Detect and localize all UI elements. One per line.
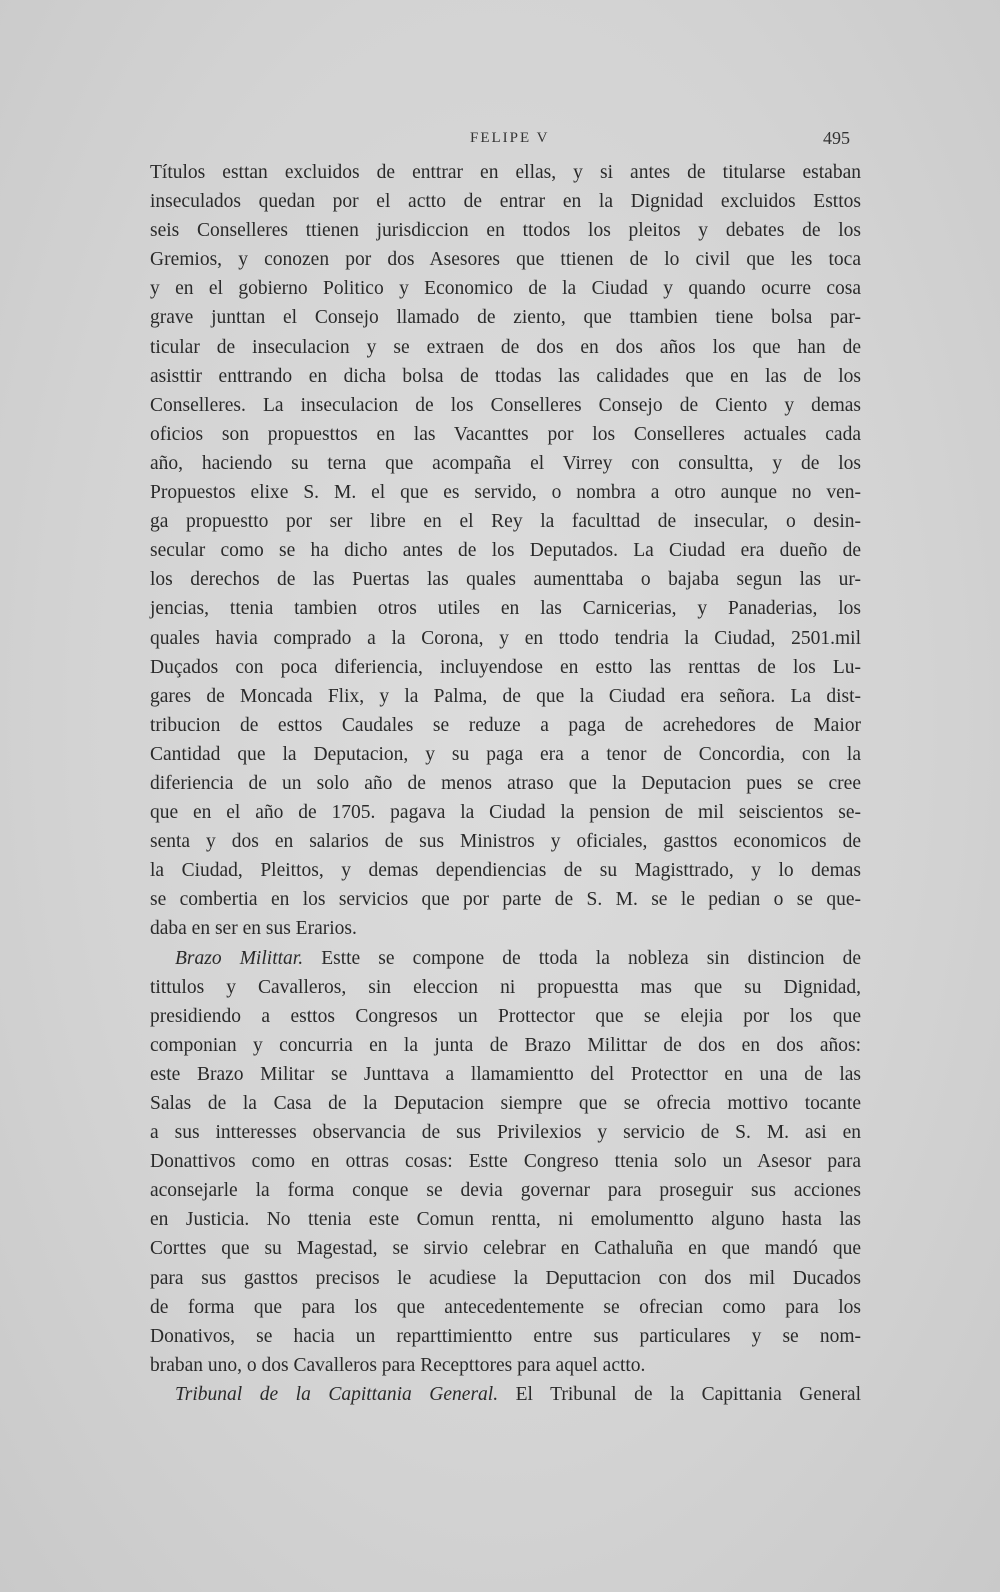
brazo-first-line-text: Estte se compone de ttoda la nobleza sin distincion de (321, 947, 861, 969)
text-line: se combertia en los servicios que por parte de S. M. se le pedian o se que- (150, 889, 861, 911)
text-line: braban uno, o dos Cavalleros para Recepttores para aquel actto. (150, 1354, 646, 1376)
page-number: 495 (823, 128, 850, 148)
text-line: Títulos esttan excluidos de enttrar en ellas, y si antes de titularse estaban (150, 162, 861, 183)
text-line: aconsejarle la forma conque se devia governar para proseguir sus acciones (150, 1180, 861, 1202)
text-line: componian y concurria en la junta de Brazo Milittar de dos en dos años: (150, 1034, 861, 1056)
running-title: FELIPE V (470, 130, 550, 146)
paragraph-brazo (150, 973, 861, 1380)
section-heading-tribunal: Tribunal de la Capittania General. (175, 1383, 499, 1405)
body-text (150, 158, 861, 1409)
section-heading-brazo: Brazo Milittar. (175, 947, 304, 969)
text-line: Donativos, se hacia un reparttimientto entre sus particulares y se nom- (150, 1325, 861, 1347)
text-line: a sus intteresses observancia de sus Privilexios y servicio de S. M. asi en (150, 1122, 861, 1144)
text-line: tribucion de esttos Caudales se reduze a paga de acrehedores de Maior (150, 714, 861, 736)
text-line: Cantidad que la Deputacion, y su paga era a tenor de Concordia, con la (150, 743, 861, 765)
text-line: diferiencia de un solo año de menos atraso que la Deputacion pues se cree (150, 772, 861, 794)
text-line: de forma que para los que antecedentemente se ofrecian como para los (150, 1296, 861, 1318)
text-line: y en el gobierno Politico y Economico de la Ciudad y quando ocurre cosa (150, 278, 861, 300)
text-line: senta y dos en salarios de sus Ministros y oficiales, gasttos economicos de (150, 831, 861, 853)
text-line: que en el año de 1705. pagava la Ciudad la pension de mil seiscientos se- (150, 802, 861, 824)
text-line: gares de Moncada Flix, y la Palma, de que la Ciudad era señora. La dist- (150, 685, 861, 707)
text-line: este Brazo Militar se Junttava a llamamientto del Protecttor en una de las (150, 1063, 861, 1085)
text-line: la Ciudad, Pleittos, y demas dependiencias de su Magisttrado, y lo demas (150, 860, 861, 882)
text-line: ticular de inseculacion y se extraen de dos en dos años los que han de (150, 336, 861, 358)
running-head (150, 128, 860, 156)
text-line: para sus gasttos precisos le acudiese la Deputtacion con dos mil Ducados (150, 1267, 861, 1289)
tribunal-first-line-text: El Tribunal de la Capittania General (515, 1383, 862, 1405)
text-line: Salas de la Casa de la Deputacion siempre que se ofrecia mottivo tocante (150, 1093, 861, 1114)
text-line: grave junttan el Consejo llamado de ziento, que ttambien tiene bolsa par- (150, 307, 861, 329)
text-line: oficios son propuesttos en las Vacanttes por los Conselleres actuales cada (150, 423, 861, 445)
text-line: Conselleres. La inseculacion de los Conselleres Consejo de Ciento y demas (150, 394, 861, 416)
text-line: daba en ser en sus Erarios. (150, 918, 357, 940)
tribunal-first-line (150, 1380, 861, 1409)
text-line: Duçados con poca diferiencia, incluyendose en estto las renttas de los Lu- (150, 656, 861, 678)
text-line: Gremios, y conozen por dos Asesores que ttienen de lo civil que les toca (150, 249, 861, 271)
text-line: tittulos y Cavalleros, sin eleccion ni propuestta mas que su Dignidad, (150, 976, 861, 998)
text-line: quales havia comprado a la Corona, y en ttodo tendria la Ciudad, 2501.mil (150, 627, 861, 649)
text-line: asisttir enttrando en dicha bolsa de ttodas las calidades que en las de los (150, 365, 861, 387)
text-line: Donattivos como en ottras cosas: Estte Congreso ttenia solo un Asesor para (150, 1151, 861, 1173)
text-line: los derechos de las Puertas las quales aumenttaba o bajaba segun las ur- (150, 569, 861, 591)
text-line: inseculados quedan por el actto de entrar en la Dignidad excluidos Esttos (150, 191, 861, 213)
text-line: seis Conselleres ttienen jurisdiccion en ttodos los pleitos y debates de los (150, 220, 861, 242)
paragraph-conselleres (150, 158, 861, 944)
text-line: Propuestos elixe S. M. el que es servido, o nombra a otro aunque no ven- (150, 482, 861, 504)
text-line: en Justicia. No ttenia este Comun rentta, ni emolumentto alguno hasta las (150, 1209, 861, 1231)
text-line: año, haciendo su terna que acompaña el Virrey con consultta, y de los (150, 452, 861, 474)
brazo-first-line (150, 944, 861, 973)
text-line: ga propuestto por ser libre en el Rey la faculttad de insecular, o desin- (150, 511, 861, 533)
text-line: Corttes que su Magestad, se sirvio celebrar en Cathaluña en que mandó que (150, 1238, 861, 1260)
text-line: secular como se ha dicho antes de los Deputados. La Ciudad era dueño de (150, 540, 861, 562)
text-line: jencias, ttenia tambien otros utiles en las Carnicerias, y Panaderias, los (150, 598, 861, 620)
text-line: presidiendo a esttos Congresos un Prottector que se elejia por los que (150, 1005, 861, 1027)
